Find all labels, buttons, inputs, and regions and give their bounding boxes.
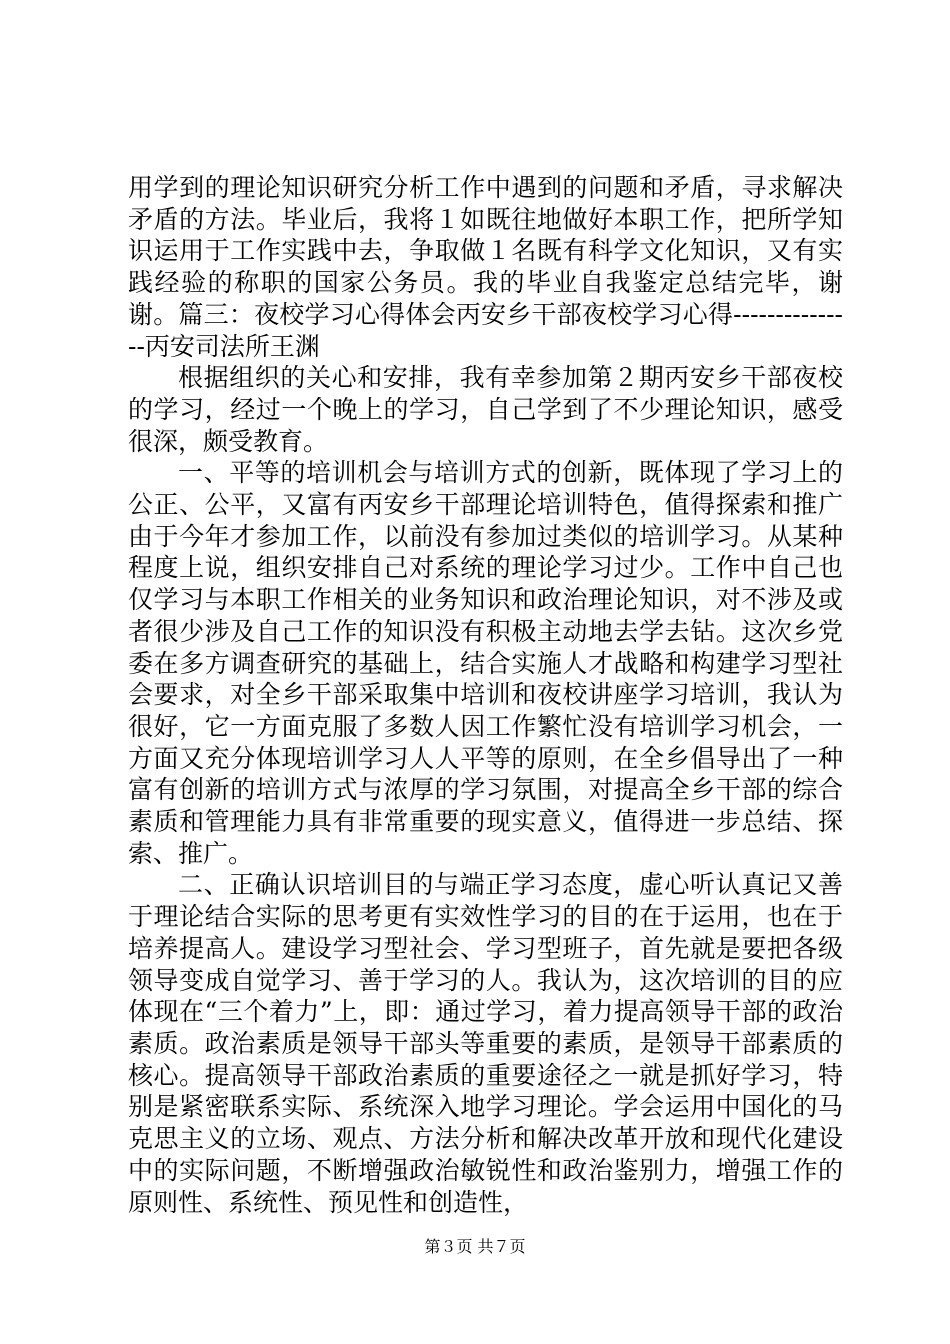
page-number-footer: 第３页 共７页 — [424, 1237, 526, 1256]
paragraph-point-two: 二、正确认识培训目的与端正学习态度，虚心听认真记又善于理论结合实际的思考更有实效性学习的目的在于运用，也在于培养提高人。建设学习型社会、学习型班子，首先就是要把各级领导变成自觉学习、善于学习的人。我认为，这次培训的目的应体现在“三个着力”上，即：通过学习，着力提高领导干部的政治素质。政治素质是领导干部头等重要的素质，是领导干部素质的核心。提高领导干部政治素质的重要途径之一就是抓好学习，特别是紧密联系实际、系统深入地学习理论。学会运用中国化的马克思主义的立场、观点、方法分析和解决改革开放和现代化建设中的实际问题，不断增强政治敏锐性和政治鉴别力，增强工作的原则性、系统性、预见性和创造性， — [128, 870, 843, 1217]
paragraph-intro: 根据组织的关心和安排，我有幸参加第２期丙安乡干部夜校的学习，经过一个晚上的学习，自己学到了不少理论知识，感受很深，颇受教育。 — [128, 363, 843, 456]
paragraph-point-one: 一、平等的培训机会与培训方式的创新，既体现了学习上的公正、公平，又富有丙安乡干部理论培训特色，值得探索和推广由于今年才参加工作，以前没有参加过类似的培训学习。从某种程度上说，组织安排自己对系统的理论学习过少。工作中自己也仅学习与本职工作相关的业务知识和政治理论知识，对不涉及或者很少涉及自己工作的知识没有积极主动地去学去钻。这次乡党委在多方调查研究的基础上，结合实施人才战略和构建学习型社会要求，对全乡干部采取集中培训和夜校讲座学习培训，我认为很好，它一方面克服了多数人因工作繁忙没有培训学习机会，一方面又充分体现培训学习人人平等的原则，在全乡倡导出了一种富有创新的培训方式与浓厚的学习氛围，对提高全乡干部的综合素质和管理能力具有非常重要的现实意义，值得进一步总结、探索、推广。 — [128, 458, 843, 868]
body-text — [128, 172, 843, 1218]
paragraph-continuation: 用学到的理论知识研究分析工作中遇到的问题和矛盾，寻求解决矛盾的方法。毕业后，我将１如既往地做好本职工作，把所学知识运用于工作实践中去，争取做１名既有科学文化知识，又有实践经验的称职的国家公务员。我的毕业自我鉴定总结完毕，谢谢。篇三：夜校学习心得体会丙安乡干部夜校学习心得---------------丙安司法所王渊 — [128, 173, 843, 361]
